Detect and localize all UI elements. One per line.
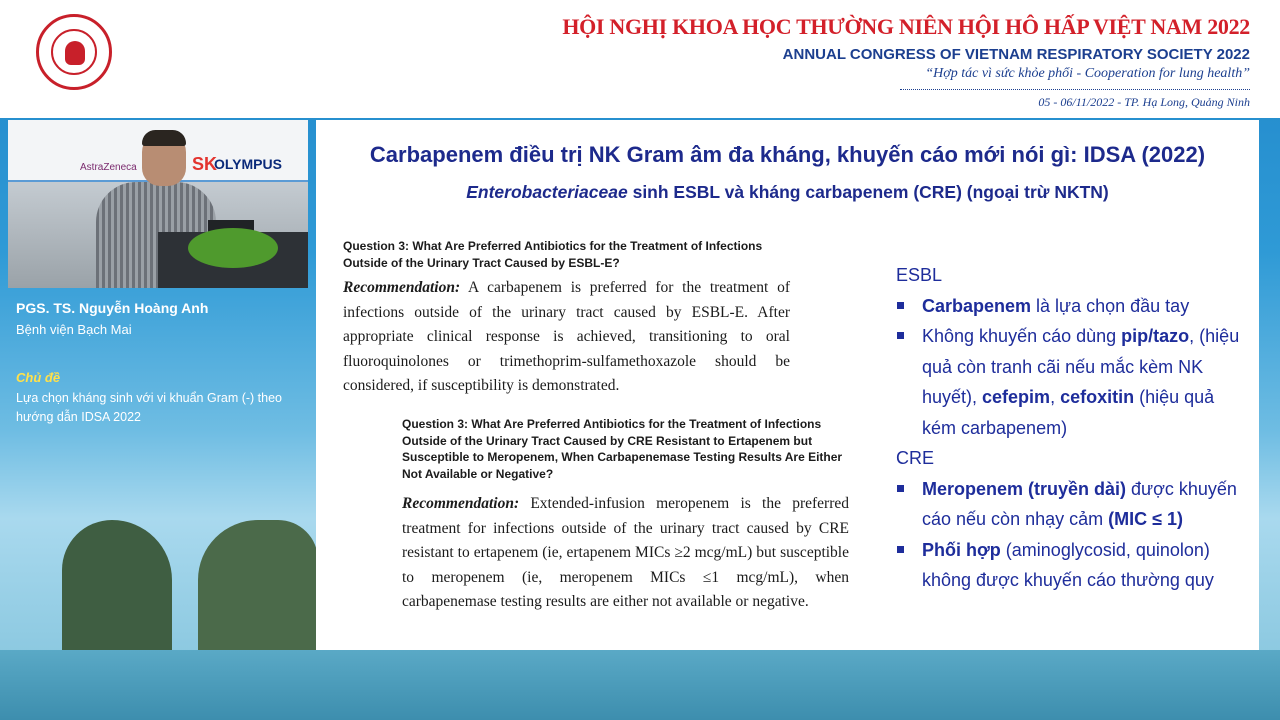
congress-header (0, 0, 1280, 118)
karst-rock-right (198, 520, 318, 670)
speaker-video (8, 120, 308, 288)
presentation-slide (316, 120, 1259, 650)
summary-column (896, 260, 1246, 596)
congress-date-place: 05 - 06/11/2022 - TP. Hạ Long, Quảng Ninh (1038, 95, 1250, 109)
bullet-square-icon (897, 546, 904, 553)
recommendation-label: Recommendation: (343, 279, 461, 296)
congress-motto: “Hợp tác vì sức khỏe phổi - Cooperation for lung health” (925, 66, 1250, 81)
cre-bullet-2: Phối hợp (aminoglycosid, quinolon) không được khuyến cáo thường quy (896, 535, 1246, 596)
question-1-recommendation: Recommendation: A carbapenem is preferred for the treatment of infections outside of the urinary tract caused by ESBL-E. After appropriate clinical response is achieved, transitioning to oral fluoroquinolones or trimethoprim-sulfamethoxazole should be considered, if susceptibility is demonstrated. (343, 279, 790, 394)
question-1-heading: Question 3: What Are Preferred Antibiotics for the Treatment of Infections Outside of the Urinary Tract Caused by ESBL-E? (343, 239, 763, 270)
congress-title-vn: HỘI NGHỊ KHOA HỌC THƯỜNG NIÊN HỘI HÔ HẤP VIỆT NAM 2022 (562, 14, 1250, 39)
subtitle-italic: Enterobacteriaceae (466, 182, 628, 202)
esbl-bullet-2: Không khuyến cáo dùng pip/tazo, (hiệu quả còn tranh cãi nếu mắc kèm NK huyết), cefepim, cefoxitin (hiệu quả kém carbapenem) (896, 321, 1246, 443)
bullet-square-icon (897, 332, 904, 339)
slide-subtitle (316, 182, 1259, 203)
sponsor-astrazeneca: AstraZeneca (80, 162, 137, 173)
society-logo (36, 14, 112, 90)
topic-text: Lựa chọn kháng sinh với vi khuẩn Gram (-) theo hướng dẫn IDSA 2022 (16, 391, 282, 424)
slide-title: Carbapenem điều trị NK Gram âm đa kháng, khuyến cáo mới nói gì: IDSA (2022) (369, 142, 1206, 167)
lung-emblem-icon (51, 29, 97, 75)
congress-title-en: ANNUAL CONGRESS OF VIETNAM RESPIRATORY SOCIETY 2022 (782, 46, 1250, 63)
cre-heading: CRE (896, 448, 935, 468)
cre-bullet-1: Meropenem (truyền dài) được khuyến cáo nếu còn nhạy cảm (MIC ≤ 1) (896, 474, 1246, 535)
topic-label: Chủ đề (16, 370, 61, 385)
subtitle-rest: sinh ESBL và kháng carbapenem (CRE) (ngoại trừ NKTN) (627, 182, 1109, 202)
karst-rock-left (62, 520, 172, 660)
question-2-recommendation: Recommendation: Extended-infusion meropenem is the preferred treatment for infections outside of the urinary tract caused by CRE resistant to ertapenem (ie, ertapenem MICs ≥2 mcg/mL) but susceptible to meropenem (ie, meropenem MICs ≤1 mcg/mL), when carbapenemase testing results are either not available or negative. (402, 495, 849, 610)
speaker-organization: Bệnh viện Bạch Mai (16, 322, 132, 337)
flower-arrangement (188, 228, 278, 268)
sponsor-sk: SK (192, 154, 218, 174)
bullet-square-icon (897, 485, 904, 492)
esbl-bullet-1: Carbapenem là lựa chọn đầu tay (896, 291, 1246, 322)
esbl-heading: ESBL (896, 265, 943, 285)
speaker-name: PGS. TS. Nguyễn Hoàng Anh (16, 300, 209, 316)
header-divider (900, 89, 1250, 90)
bullet-square-icon (897, 302, 904, 309)
sea-background (0, 650, 1280, 720)
sponsor-olympus: OLYMPUS (214, 156, 282, 172)
question-2-heading: Question 3: What Are Preferred Antibiotics for the Treatment of Infections Outside of the Urinary Tract Caused by CRE Resistant to Ertapenem but Susceptible to Meropenem, When Carbapenemase Testing Results Are Either Not Available or Negative? (402, 417, 843, 481)
recommendation-label: Recommendation: (402, 495, 520, 512)
